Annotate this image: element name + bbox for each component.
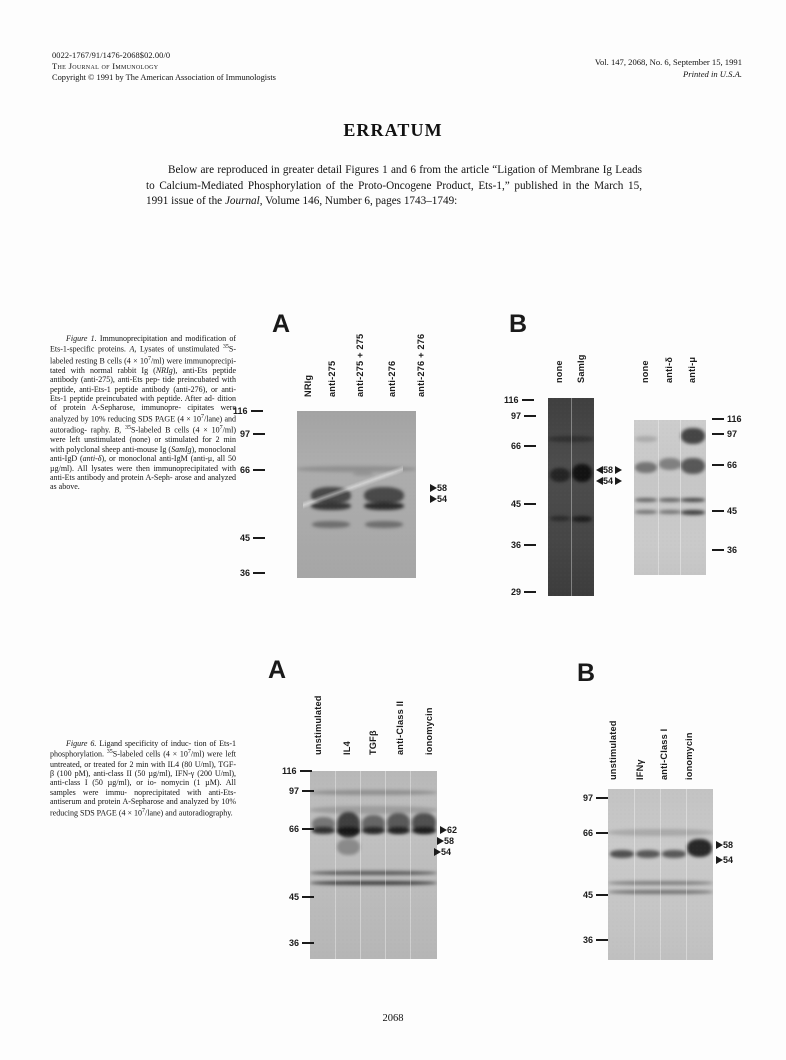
fig6b-mw-45: 45: [583, 890, 608, 900]
fig1b-mwr-45: 45: [712, 506, 737, 516]
fig1b-mw-116: 116: [504, 395, 534, 405]
figure1-panelB-letter: B: [509, 310, 528, 338]
fig6b-arrow-54: 54: [716, 855, 733, 865]
figure1-panelB-gel-left: [548, 398, 594, 596]
fig1b-g2-lane-antid: anti-δ: [664, 356, 674, 383]
fig1b-mwr-97: 97: [712, 429, 737, 439]
fig1a-lane-label-nrig: NRIg: [303, 374, 313, 397]
fig6a-arrow-62: 62: [440, 825, 457, 835]
fig6a-lane-unstimulated: unstimulated: [313, 695, 323, 755]
figure1-caption: Figure 1. Immunoprecipitation and modification of Ets-1-specific proteins. A, Lysates of unstimulated $^{35}$S-labeled resting B cells $(4 \times 10^7/ml)$ were immunoprecipi‑ tated with normal rabbit Ig (NRIg), anti-Ets peptide antibody (anti-275), anti-Ets pep‑ tide preincubated with peptide, anti-Ets-1 peptide antibody (anti-276), or anti-Ets-1 peptide preincubated with peptide. After ad‑ dition of protein A-Sepharose, immunopre‑ cipitates were analyzed by 10% reducing SDS PAGE $(4 \times 10^7/lane)$ and autoradiog‑ raphy. B, $^{35}$S-labeled B cells $(4 \times 10^7/ml)$ were left unstimulated (none) or stimulated for 2 min with polyclonal sheep anti-mouse Ig (SamIg), monoclonal anti-IgD (anti-δ), or monoclonal anti-IgM (anti-μ, all 50 µg/ml). All lysates were then immunoprecipitated with anti-Ets antibody and protein A-Seph‑ arose and analyzed as above.: [50, 334, 237, 492]
fig1a-mw-36: 36: [240, 568, 265, 578]
fig6b-lane-anticlass1: anti-Class I: [659, 728, 669, 780]
fig1b-mw-29: 29: [511, 587, 536, 597]
fig6b-lane-ionomycin: ionomycin: [684, 732, 694, 780]
fig1b-mw-36: 36: [511, 540, 536, 550]
figure1-panelA-letter: A: [272, 310, 291, 338]
masthead-left: [52, 50, 452, 83]
figure1-panelB-gel-right: [634, 420, 706, 575]
fig1a-mw-45: 45: [240, 533, 265, 543]
fig6b-arrow-58: 58: [716, 840, 733, 850]
fig6b-lane-ifng: IFNγ: [635, 759, 645, 780]
fig6b-mw-97: 97: [583, 793, 608, 803]
fig6a-mw-116: 116: [282, 766, 312, 776]
fig1a-mw-116: 116: [233, 406, 263, 416]
fig6b-lane-unstimulated: unstimulated: [608, 720, 618, 780]
fig6a-mw-36: 36: [289, 938, 314, 948]
fig6a-arrow-58: 58: [437, 836, 454, 846]
fig6a-lane-tgfb: TGFβ: [368, 730, 378, 755]
fig1b-mw-97: 97: [511, 411, 536, 421]
fig1b-arrow-58: 58: [596, 465, 622, 475]
page-title: ERRATUM: [343, 120, 443, 140]
figure6-caption: Figure 6. Ligand specificity of induc‑ tion of Ets-1 phosphorylation. $^{35}$S-labeled cells $(4 \times 10^7/ml)$ were left untreated, or treated for 2 min with IL4 (80 U/ml), TGF- β (100 pM), anti-class II (50 µg/ml), IFN-γ (200 U/ml), anti-class I (50 µg/ml), or io‑ nomycin (1 µM). All samples were immu‑ noprecipitated with anti-Ets-antiserum and protein A-Sepharose and analyzed by 10% reducing SDS PAGE $(4 \times 10^7/lane)$ and autoradiography.: [50, 739, 237, 818]
fig1a-mw-66: 66: [240, 465, 265, 475]
figure6-panelA-gel: [310, 771, 437, 959]
fig1b-arrow-54: 54: [596, 476, 622, 486]
fig6a-arrow-54: 54: [434, 847, 451, 857]
fig6a-mw-66: 66: [289, 824, 314, 834]
fig1b-mwr-36: 36: [712, 545, 737, 555]
figure6-panelB-gel: [608, 789, 713, 960]
figure6-panelB-letter: B: [577, 659, 596, 687]
fig6b-mw-66: 66: [583, 828, 608, 838]
fig1b-g1-lane-none: none: [554, 360, 564, 383]
printed-in: Printed in U.S.A.: [683, 69, 742, 79]
fig1a-mw-97: 97: [240, 429, 265, 439]
fig1a-arrow-54: 54: [430, 494, 447, 504]
figure6-panelA-letter: A: [268, 656, 287, 684]
intro-paragraph: Below are reproduced in greater detail Figures 1 and 6 from the article “Ligation of Membrane Ig Leads to Calcium-Mediated Phosphorylation of the Proto-Oncogene Product, Ets-1,” published in the March 15, 1991 issue of the Journal, Volume 146, Number 6, pages 1743–1749:: [146, 164, 642, 208]
fig1b-mwr-66: 66: [712, 460, 737, 470]
fig1b-mw-66: 66: [511, 441, 536, 451]
fig1a-lane-label-anti275: anti-275: [327, 360, 337, 397]
journal-name: The Journal of Immunology: [52, 61, 159, 71]
fig1b-mwr-116: 116: [712, 414, 742, 424]
fig1a-arrow-58: 58: [430, 483, 447, 493]
fig6a-lane-anticlass2: anti-Class II: [395, 700, 405, 755]
copyright-line: Copyright © 1991 by The American Association of Immunologists: [52, 73, 276, 82]
masthead-right: [462, 56, 742, 80]
figure1-panelA-gel: [297, 411, 416, 578]
fig6a-mw-97: 97: [289, 786, 314, 796]
page-number: 2068: [382, 1013, 404, 1024]
fig1b-g1-lane-samig: SamIg: [576, 354, 586, 383]
masthead: [52, 50, 742, 90]
fig6a-lane-ionomycin: ionomycin: [424, 707, 434, 755]
fig1b-mw-45: 45: [511, 499, 536, 509]
fig6b-mw-36: 36: [583, 935, 608, 945]
fig1a-lane-label-anti276-276: anti-276 + 276: [416, 333, 426, 397]
fig1b-g2-lane-none: none: [640, 360, 650, 383]
fig6a-mw-45: 45: [289, 892, 314, 902]
article-code: 0022-1767/91/1476-2068$02.00/0: [52, 51, 171, 60]
volume-line: Vol. 147, 2068, No. 6, September 15, 1991: [594, 57, 742, 67]
fig1a-lane-label-anti275-275: anti-275 + 275: [355, 333, 365, 397]
fig6a-lane-il4: IL4: [342, 741, 352, 755]
fig1a-lane-label-anti276: anti-276: [387, 360, 397, 397]
fig1b-g2-lane-antimu: anti-μ: [687, 356, 697, 383]
